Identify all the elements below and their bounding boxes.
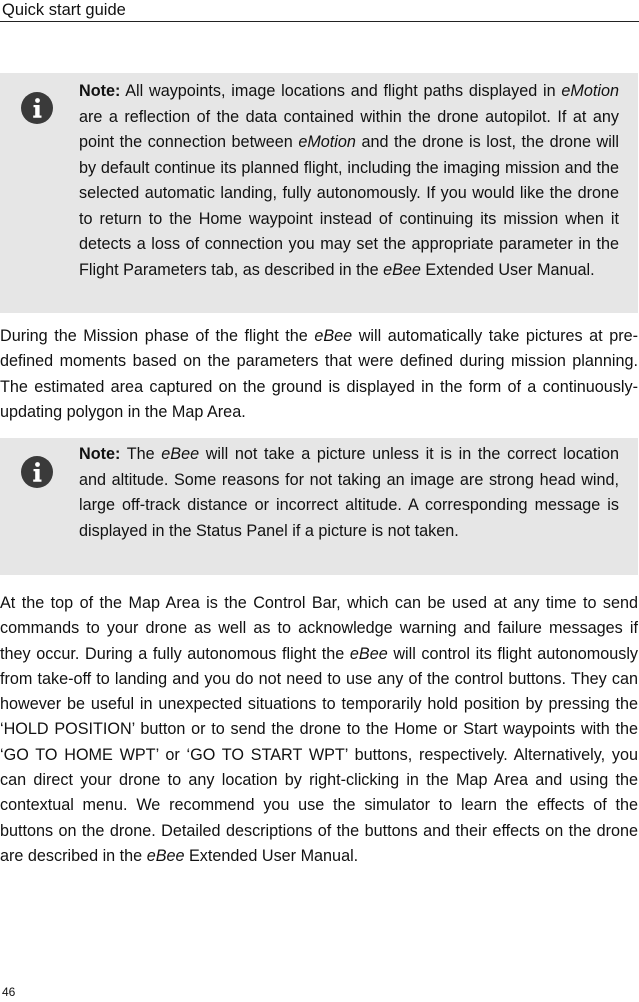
text-run: All waypoints, image locations and flight paths displayed in	[120, 82, 562, 100]
paragraph-mission-phase	[0, 324, 638, 425]
emotion-term: eMotion	[561, 82, 619, 100]
note-label: Note:	[79, 82, 121, 100]
note-label: Note:	[79, 445, 121, 463]
note-text	[79, 79, 619, 283]
paragraph-control-bar	[0, 591, 638, 869]
ebee-term: eBee	[161, 445, 200, 463]
text-run: Extended User Manual.	[420, 260, 595, 279]
text-run: will automatically take pictures at pre-defined moments based on the parameters that were defined during mission planning. The estimated area captured on the ground is displayed in the form of a continuously-updating polygon in the Map Area.	[0, 327, 638, 421]
info-icon	[20, 455, 54, 489]
note-text	[79, 442, 619, 544]
info-icon	[20, 91, 54, 125]
text-run: will control its flight autonomously from take-off to landing and you do not need to use any of the control buttons. They can however be useful in unexpected situations to temporarily hold position by pressing the ‘HOLD POSITION’ button or to send the drone to the Home or Start waypoints with the ‘GO TO HOME WPT’ or ‘GO TO START WPT’ buttons, respectively. Alternatively, you can direct your drone to any location by right-clicking in the Map Area and using the contextual menu. We recommend you use the simulator to learn the effects of the buttons on the drone. Detailed descriptions of the buttons and their effects on the drone are described in the	[0, 644, 639, 865]
page-header	[0, 0, 639, 22]
text-run: and the drone is lost, the drone will by default continue its planned flight, including the imaging mission and the selected automatic landing, fully autonomously. If you would like the drone to return to the Home waypoint instead of continuing its mission when it detects a loss of connection you may set the appropriate parameter in the Flight Parameters tab, as described in the	[79, 133, 619, 279]
text-run: will not take a picture unless it is in the correct location and altitude. Some reasons for not taking an image are strong head wind, large off-track distance or incorrect altitude. A corresponding message is displayed in the Status Panel if a picture is not taken.	[79, 445, 619, 540]
text-run: Extended User Manual.	[184, 846, 359, 865]
ebee-term: eBee	[314, 327, 353, 345]
header-title: Quick start guide	[2, 1, 126, 19]
ebee-term: eBee	[146, 846, 185, 865]
text-run: The	[120, 445, 162, 463]
note-box-connection	[0, 73, 638, 313]
page-number: 46	[2, 985, 16, 999]
text-run: At the top of the Map Area is the Control Bar, which can be used at any time to send commands to your drone as well as to acknowledge warning and failure messages if they occur. During a fully autonomous flight the	[0, 594, 638, 663]
text-run: are a reflection of the data contained within the drone autopilot. If at any point the connection between	[79, 107, 619, 151]
emotion-term: eMotion	[298, 133, 356, 151]
ebee-term: eBee	[349, 644, 388, 663]
note-box-picture	[0, 438, 638, 575]
ebee-term: eBee	[383, 260, 421, 279]
text-run: During the Mission phase of the flight the	[0, 327, 315, 345]
